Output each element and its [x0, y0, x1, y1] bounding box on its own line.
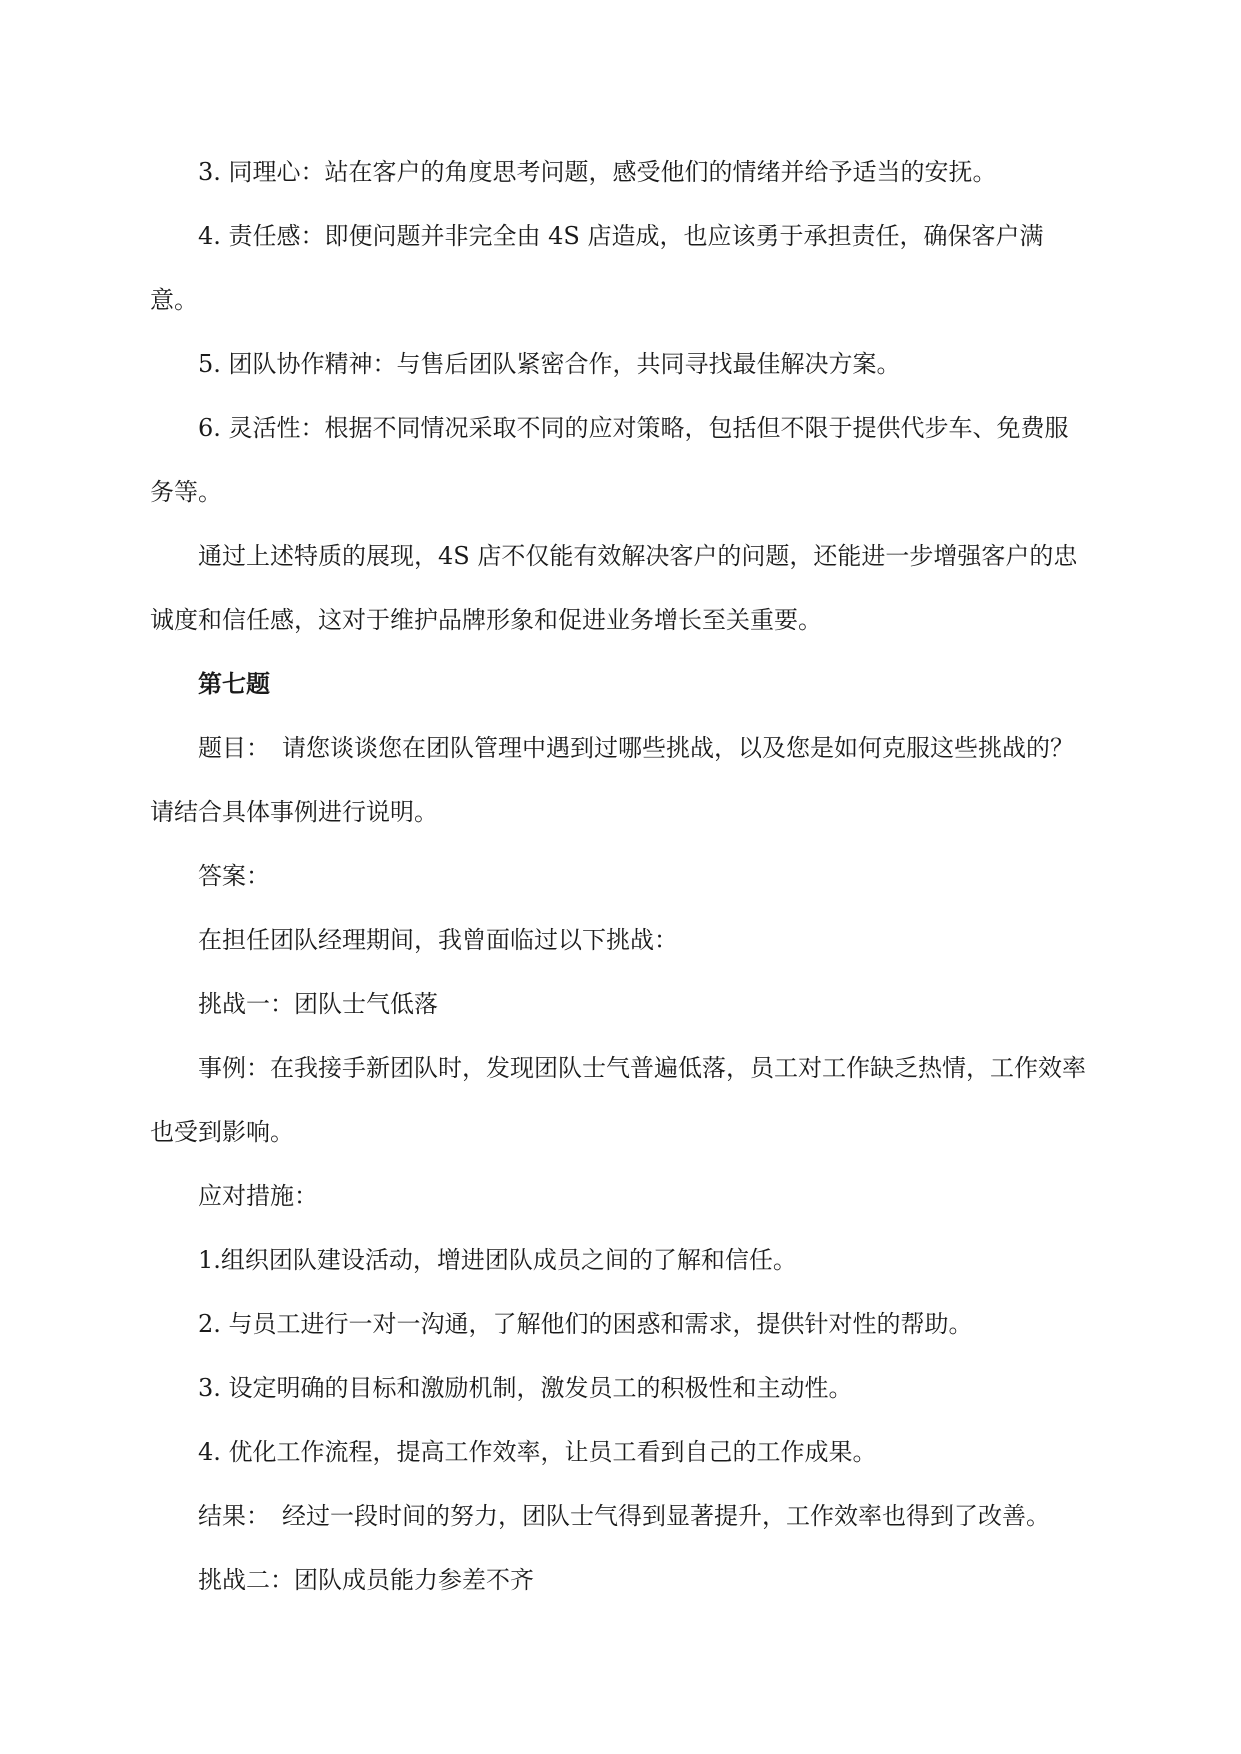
- challenge-one-example: 事例：在我接手新团队时，发现团队士气普遍低落，员工对工作缺乏热情，工作效率也受到影响。: [150, 1054, 1086, 1146]
- paragraph-empathy: 3. 同理心：站在客户的角度思考问题，感受他们的情绪并给予适当的安抚。: [198, 158, 997, 186]
- challenge-one-title: 挑战一：团队士气低落: [198, 990, 438, 1018]
- paragraph-flexibility: 6. 灵活性：根据不同情况采取不同的应对策略，包括但不限于提供代步车、免费服务等。: [150, 414, 1069, 506]
- section-heading: 第七题: [198, 669, 270, 698]
- measure-item-3: 3. 设定明确的目标和激励机制，激发员工的积极性和主动性。: [198, 1374, 853, 1402]
- question-paragraph: 题目： 请您谈谈您在团队管理中遇到过哪些挑战，以及您是如何克服这些挑战的？请结合具体事例进行说明。: [150, 734, 1074, 826]
- document-body: [150, 140, 1090, 1612]
- challenge-two-title: 挑战二：团队成员能力参差不齐: [198, 1566, 534, 1594]
- paragraph-responsibility: 4. 责任感：即便问题并非完全由 4S 店造成，也应该勇于承担责任，确保客户满意。: [150, 222, 1044, 314]
- answer-label: 答案：: [198, 862, 270, 890]
- answer-intro: 在担任团队经理期间，我曾面临过以下挑战：: [198, 926, 678, 954]
- result-paragraph: 结果： 经过一段时间的努力，团队士气得到显著提升，工作效率也得到了改善。: [198, 1502, 1050, 1530]
- measure-item-2: 2. 与员工进行一对一沟通，了解他们的困惑和需求，提供针对性的帮助。: [198, 1310, 973, 1338]
- paragraph-teamwork: 5. 团队协作精神：与售后团队紧密合作，共同寻找最佳解决方案。: [198, 350, 901, 378]
- measure-item-1: 1.组织团队建设活动，增进团队成员之间的了解和信任。: [198, 1246, 797, 1274]
- measures-label: 应对措施：: [198, 1182, 318, 1210]
- measure-item-4: 4. 优化工作流程，提高工作效率，让员工看到自己的工作成果。: [198, 1438, 877, 1466]
- paragraph-summary: 通过上述特质的展现，4S 店不仅能有效解决客户的问题，还能进一步增强客户的忠诚度和信任感，这对于维护品牌形象和促进业务增长至关重要。: [150, 542, 1078, 634]
